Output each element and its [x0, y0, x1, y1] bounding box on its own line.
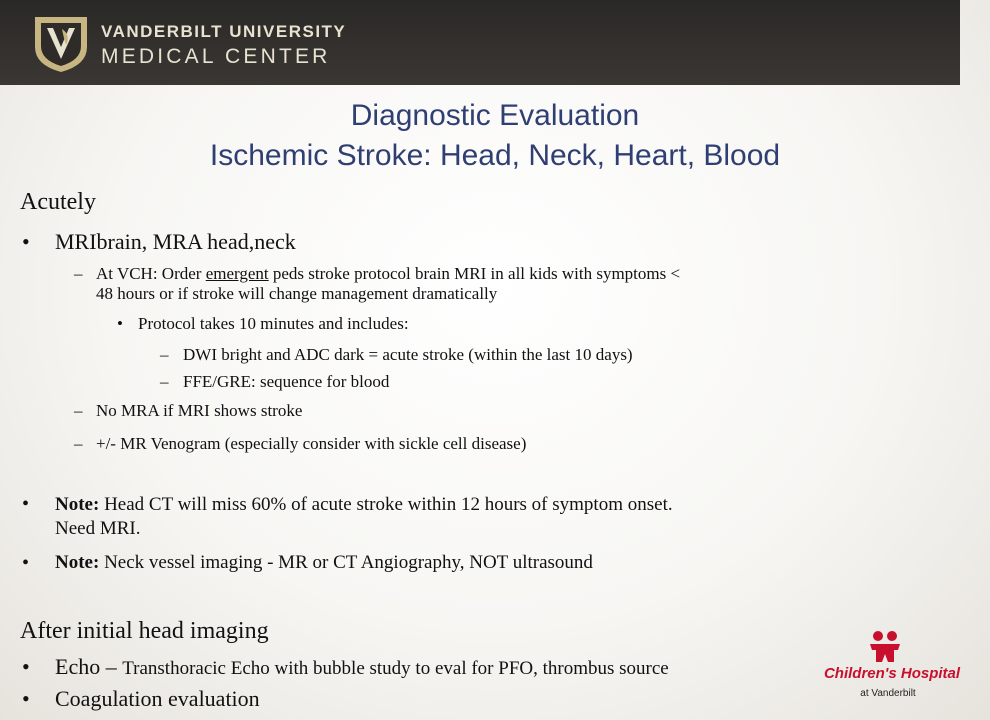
- item-vch-line1: [96, 264, 680, 283]
- item-ffe: FFE/GRE: sequence for blood: [183, 372, 390, 391]
- item-venogram: +/- MR Venogram (especially consider with sickle cell disease): [96, 434, 527, 453]
- bullet: •: [22, 654, 30, 679]
- vch-post: peds stroke protocol brain MRI in all kids with symptoms <: [268, 264, 681, 283]
- vanderbilt-logo-icon: [33, 15, 89, 73]
- note-label: Note:: [55, 552, 100, 573]
- title-line1: Diagnostic Evaluation: [350, 99, 640, 132]
- bullet: •: [22, 552, 30, 574]
- note-label: Note:: [55, 494, 100, 515]
- org-name-line1: VANDERBILT UNIVERSITY: [101, 22, 347, 41]
- item-dwi: DWI bright and ADC dark = acute stroke (within the last 10 days): [183, 345, 633, 364]
- vch-emergent: emergent: [205, 264, 269, 283]
- note1-text2: Need MRI.: [55, 518, 141, 539]
- note2-text: Neck vessel imaging - MR or CT Angiography, NOT ultrasound: [99, 552, 593, 573]
- header-bar: [0, 0, 960, 85]
- echo-lead: Echo –: [55, 654, 123, 679]
- section-heading-after-imaging: After initial head imaging: [20, 618, 269, 644]
- item-no-mra: No MRA if MRI shows stroke: [96, 401, 303, 420]
- item-note1: [55, 493, 673, 541]
- bullet: •: [117, 314, 123, 333]
- vch-pre: At VCH: Order: [96, 264, 206, 283]
- org-name-line2: MEDICAL CENTER: [101, 45, 331, 68]
- logo-line1: Children's Hospital: [823, 665, 961, 682]
- item-protocol: Protocol takes 10 minutes and includes:: [138, 314, 409, 333]
- section-heading-acutely: Acutely: [20, 189, 96, 215]
- item-mri: MRIbrain, MRA head,neck: [55, 229, 296, 254]
- item-coag: Coagulation evaluation: [55, 686, 260, 711]
- item-vch-line2: 48 hours or if stroke will change management dramatically: [96, 284, 498, 303]
- dash: –: [74, 264, 83, 283]
- item-note2: [55, 552, 593, 574]
- childrens-hospital-logo-icon: [823, 630, 961, 702]
- dash: –: [160, 372, 169, 391]
- dash: –: [74, 401, 83, 420]
- bullet: •: [22, 493, 30, 515]
- item-echo: [55, 654, 669, 680]
- bullet: •: [22, 229, 30, 254]
- dash: –: [160, 345, 169, 364]
- dash: –: [74, 434, 83, 453]
- echo-rest: Transthoracic Echo with bubble study to eval for PFO, thrombus source: [122, 658, 669, 679]
- logo-line2: at Vanderbilt: [860, 688, 916, 699]
- bullet: •: [22, 686, 30, 711]
- slide-title: [0, 96, 990, 176]
- note1-text1: Head CT will miss 60% of acute stroke within 12 hours of symptom onset.: [99, 494, 673, 515]
- title-line2: Ischemic Stroke: Head, Neck, Heart, Blood: [209, 139, 781, 172]
